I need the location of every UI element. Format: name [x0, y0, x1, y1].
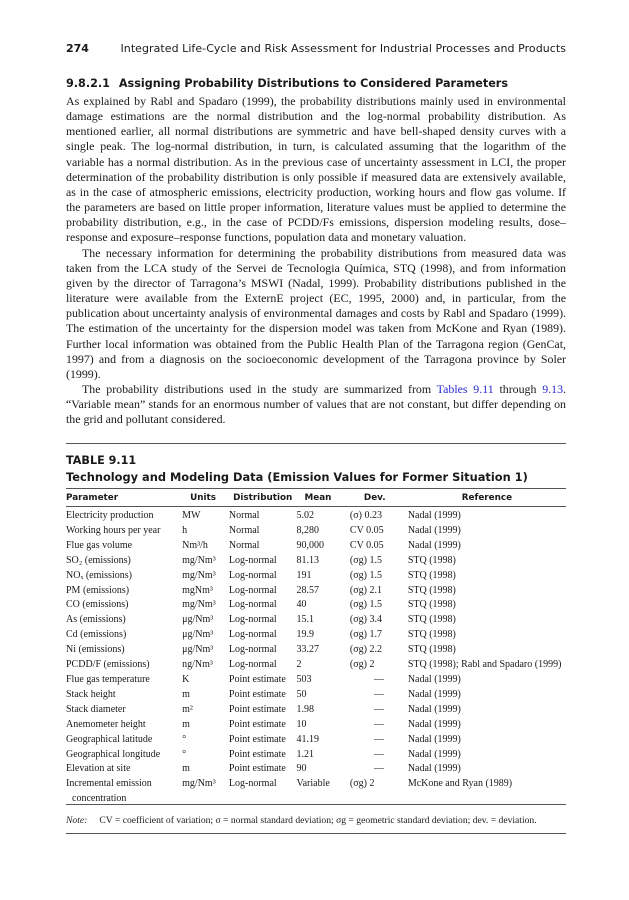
- cell-units: μg/Nm³: [182, 614, 214, 626]
- table-row: [66, 733, 566, 748]
- cell-units: mg/Nm³: [182, 569, 216, 581]
- cell-distribution: Log-normal: [228, 644, 277, 656]
- cell-units: μg/Nm³: [182, 644, 214, 656]
- column-header-parameter: Parameter: [66, 492, 119, 503]
- cell-reference: Nadal (1999): [407, 763, 461, 775]
- cell-units: K: [182, 673, 190, 685]
- cell-reference: STQ (1998): [407, 554, 456, 566]
- paragraph-3: [66, 382, 566, 427]
- paragraph-1: As explained by Rabl and Spadaro (1999), the probability distributions mainly used in environmental damage estimations are the normal distribution and the log-normal probability distribution. As mentioned earlier, all normal distributions are symmetric and have bell-shaped density curves with a single peak. The log-normal distribution, in turn, is calculated assuming that the logarithm of the variable has a normal distribution. As in the previous case of uncertainty assessment in LCI, the proper determination of the probability distribution is only possible if measured data are extensively available, as in the case of atmospheric emissions, electricity production, working hours and flow gas volume. If the parameters are based on little proper information, literature values must be applied to determine the probability distribution, e.g., in the case of PCDD/Fs emissions, dispersion modeling results, dose–response and exposure–response functions, population data and monetary valuation.: [66, 94, 566, 245]
- cell-mean: 90,000: [296, 539, 324, 551]
- cell-reference: STQ (1998); Rabl and Spadaro (1999): [407, 659, 562, 671]
- cell-dev: —: [373, 673, 384, 685]
- table-row: [66, 598, 566, 613]
- cell-dev: (σg) 2.1: [349, 584, 382, 596]
- cell-mean: 191: [296, 569, 312, 581]
- cell-mean: 503: [296, 673, 312, 685]
- cell-distribution: Log-normal: [228, 599, 277, 611]
- cell-reference: STQ (1998): [407, 644, 456, 656]
- section-title: Assigning Probability Distributions to Considered Parameters: [118, 77, 508, 90]
- cell-parameter: Working hours per year: [66, 524, 161, 536]
- cell-dev: (σg) 2.2: [349, 644, 382, 656]
- cell-distribution: Log-normal: [228, 569, 277, 581]
- table-header-row: [66, 489, 566, 506]
- cell-parameter: NOₓ (emissions): [66, 569, 132, 581]
- cell-parameter: Ni (emissions): [66, 644, 125, 656]
- cell-dev: (σg) 2: [349, 778, 375, 790]
- column-header-distribution: Distribution: [233, 492, 293, 503]
- cell-distribution: Log-normal: [228, 778, 277, 790]
- cell-units: mg/Nm³: [182, 554, 216, 566]
- cell-mean: 10: [296, 718, 307, 730]
- cell-distribution: Point estimate: [228, 763, 286, 775]
- cell-units: m: [182, 763, 190, 775]
- cell-reference: Nadal (1999): [407, 733, 461, 745]
- paragraph-3-text-c: . “Variable mean” stands for an enormous number of values that are not constant, but differ depending on the grid and pollutant considered.: [66, 381, 566, 427]
- cell-distribution: Log-normal: [228, 614, 277, 626]
- cell-mean: 40: [296, 599, 307, 611]
- cell-mean: 5.02: [296, 510, 314, 521]
- cell-dev: —: [373, 688, 384, 700]
- page-number: 274: [66, 42, 89, 55]
- link-table-9-13[interactable]: 9.13: [542, 381, 564, 396]
- table-row: [66, 569, 566, 584]
- column-header-units: Units: [190, 492, 217, 503]
- cell-distribution: Normal: [228, 510, 260, 521]
- cell-distribution: Normal: [228, 524, 260, 536]
- cell-dev: (σg) 2: [349, 659, 375, 671]
- table-row: [66, 554, 566, 569]
- table-title: Technology and Modeling Data (Emission Values for Former Situation 1): [66, 470, 528, 484]
- cell-reference: Nadal (1999): [407, 524, 461, 536]
- paragraph-3-text-a: The probability distributions used in the study are summarized from: [82, 381, 437, 396]
- cell-mean: 2: [296, 659, 302, 671]
- cell-reference: Nadal (1999): [407, 673, 461, 685]
- table-row: [66, 524, 566, 539]
- cell-reference: STQ (1998): [407, 569, 456, 581]
- cell-distribution: Log-normal: [228, 554, 277, 566]
- table-top-rule: [66, 443, 566, 444]
- cell-units: mg/Nm³: [182, 599, 216, 611]
- cell-reference: STQ (1998): [407, 584, 456, 596]
- paragraph-2: The necessary information for determining the probability distributions from measured data was taken from the LCA study of the Servei de Tecnologia Química, STQ (1998), and from information given by the director of Tarragona’s MSWI (Nadal, 1999). Probability distributions published in the literature were available from the ExternE project (EC, 1995, 2000) and, in particular, from the publication about uncertainty analysis of environmental damages and costs by Rabl and Spadaro (1999). The estimation of the uncertainty for the dispersion model was taken from McKone and Ryan (1989). Further local information was obtained from the Public Health Plan of the Tarragona region (GenCat, 1997) and from a diagnosis on the socioeconomic development of the Tarragona province by Soler (1999).: [66, 245, 566, 381]
- cell-parameter: Geographical latitude: [66, 733, 153, 745]
- cell-units: °: [182, 733, 187, 745]
- cell-parameter: PCDD/F (emissions): [66, 659, 150, 671]
- cell-mean: 1.21: [296, 748, 314, 760]
- cell-reference: Nadal (1999): [407, 703, 461, 715]
- table-row: [66, 673, 566, 688]
- cell-distribution: Point estimate: [228, 718, 286, 730]
- cell-mean: Variable: [296, 778, 330, 790]
- table-row: [66, 658, 566, 673]
- cell-parameter: Elevation at site: [66, 763, 131, 775]
- cell-dev: (σg) 1.5: [349, 569, 382, 581]
- cell-distribution: Point estimate: [228, 703, 286, 715]
- cell-distribution: Point estimate: [228, 688, 286, 700]
- table-row: [66, 613, 566, 628]
- cell-dev: (σ) 0.23: [349, 510, 382, 521]
- cell-parameter: Stack height: [66, 688, 116, 700]
- table-row: [66, 584, 566, 599]
- cell-parameter: SO₂ (emissions): [66, 554, 131, 566]
- cell-units: mgNm³: [182, 584, 213, 596]
- cell-parameter: Flue gas volume: [66, 539, 133, 551]
- section-heading: [66, 77, 566, 90]
- cell-units: ng/Nm³: [182, 659, 213, 671]
- cell-reference: STQ (1998): [407, 629, 456, 641]
- running-head: Integrated Life-Cycle and Risk Assessment for Industrial Processes and Products: [120, 42, 566, 55]
- cell-dev: (σg) 1.5: [349, 554, 382, 566]
- cell-mean: 41.19: [296, 733, 319, 745]
- cell-distribution: Normal: [228, 539, 260, 551]
- cell-dev: —: [373, 733, 384, 745]
- table-row: [66, 506, 566, 524]
- cell-reference: Nadal (1999): [407, 748, 461, 760]
- cell-mean: 15.1: [296, 614, 314, 626]
- cell-mean: 50: [296, 688, 307, 700]
- cell-parameter: As (emissions): [66, 614, 126, 626]
- cell-reference: STQ (1998): [407, 614, 456, 626]
- column-header-dev: Dev.: [363, 492, 386, 503]
- table-row: [66, 688, 566, 703]
- table-row: [66, 748, 566, 763]
- page-header: [66, 42, 566, 56]
- cell-dev: —: [373, 718, 384, 730]
- cell-distribution: Point estimate: [228, 673, 286, 685]
- cell-parameter-continuation: concentration: [72, 793, 127, 805]
- table-row: [66, 718, 566, 733]
- cell-reference: STQ (1998): [407, 599, 456, 611]
- cell-reference: McKone and Ryan (1989): [407, 778, 513, 790]
- cell-dev: (σg) 1.5: [349, 599, 382, 611]
- table-end-rule: [66, 833, 566, 834]
- cell-reference: Nadal (1999): [407, 688, 461, 700]
- column-header-reference: Reference: [461, 492, 513, 503]
- cell-mean: 1.98: [296, 703, 314, 715]
- cell-parameter: CO (emissions): [66, 599, 129, 611]
- cell-dev: (σg) 1.7: [349, 629, 382, 641]
- cell-units: m: [182, 688, 190, 700]
- cell-distribution: Log-normal: [228, 629, 277, 641]
- cell-distribution: Point estimate: [228, 733, 286, 745]
- cell-parameter: Cd (emissions): [66, 629, 127, 641]
- column-header-mean: Mean: [304, 492, 332, 503]
- cell-units: h: [182, 524, 188, 536]
- cell-dev: CV 0.05: [349, 524, 384, 536]
- cell-dev: CV 0.05: [349, 539, 384, 551]
- cell-units: Nm³/h: [182, 539, 208, 551]
- cell-units: m: [182, 718, 190, 730]
- cell-parameter: Incremental emission: [66, 778, 152, 790]
- cell-dev: —: [373, 703, 384, 715]
- cell-parameter: Anemometer height: [66, 718, 146, 730]
- section-number: 9.8.2.1: [66, 77, 110, 90]
- body-text: [66, 94, 566, 427]
- cell-reference: Nadal (1999): [407, 510, 461, 521]
- cell-dev: (σg) 3.4: [349, 614, 382, 626]
- cell-dev: —: [373, 763, 384, 775]
- cell-parameter: PM (emissions): [66, 584, 130, 596]
- cell-mean: 90: [296, 763, 307, 775]
- note-label: Note:: [66, 815, 88, 826]
- paragraph-3-text-b: through: [493, 381, 543, 396]
- cell-parameter: Stack diameter: [66, 703, 126, 715]
- table-row: [66, 703, 566, 718]
- cell-parameter: Electricity production: [66, 510, 154, 521]
- table-row: [66, 762, 566, 777]
- table-row: [66, 539, 566, 554]
- table-bottom-rule: [66, 804, 566, 805]
- cell-distribution: Point estimate: [228, 748, 286, 760]
- cell-units: μg/Nm³: [182, 629, 214, 641]
- cell-parameter: Flue gas temperature: [66, 673, 150, 685]
- cell-mean: 33.27: [296, 644, 319, 656]
- note-text: CV = coefficient of variation; σ = normal standard deviation; σg = geometric standard deviation; dev. = deviation.: [99, 815, 537, 826]
- cell-units: MW: [182, 510, 201, 521]
- table-row: [66, 643, 566, 658]
- cell-parameter: Geographical longitude: [66, 748, 161, 760]
- cell-units: m²: [182, 703, 193, 715]
- cell-distribution: Log-normal: [228, 659, 277, 671]
- cell-dev: —: [373, 748, 384, 760]
- table-label: TABLE 9.11: [66, 454, 137, 467]
- table-body: [66, 506, 566, 807]
- table-row: [66, 777, 566, 792]
- cell-reference: Nadal (1999): [407, 718, 461, 730]
- cell-mean: 81.13: [296, 554, 319, 566]
- cell-units: mg/Nm³: [182, 778, 216, 790]
- cell-mean: 28.57: [296, 584, 319, 596]
- data-table: [66, 489, 566, 807]
- cell-distribution: Log-normal: [228, 584, 277, 596]
- table-row: [66, 628, 566, 643]
- cell-reference: Nadal (1999): [407, 539, 461, 551]
- cell-units: °: [182, 748, 187, 760]
- cell-mean: 19.9: [296, 629, 314, 641]
- link-tables-9-11[interactable]: Tables 9.11: [436, 381, 494, 396]
- cell-mean: 8,280: [296, 524, 319, 536]
- table-note: [66, 815, 566, 826]
